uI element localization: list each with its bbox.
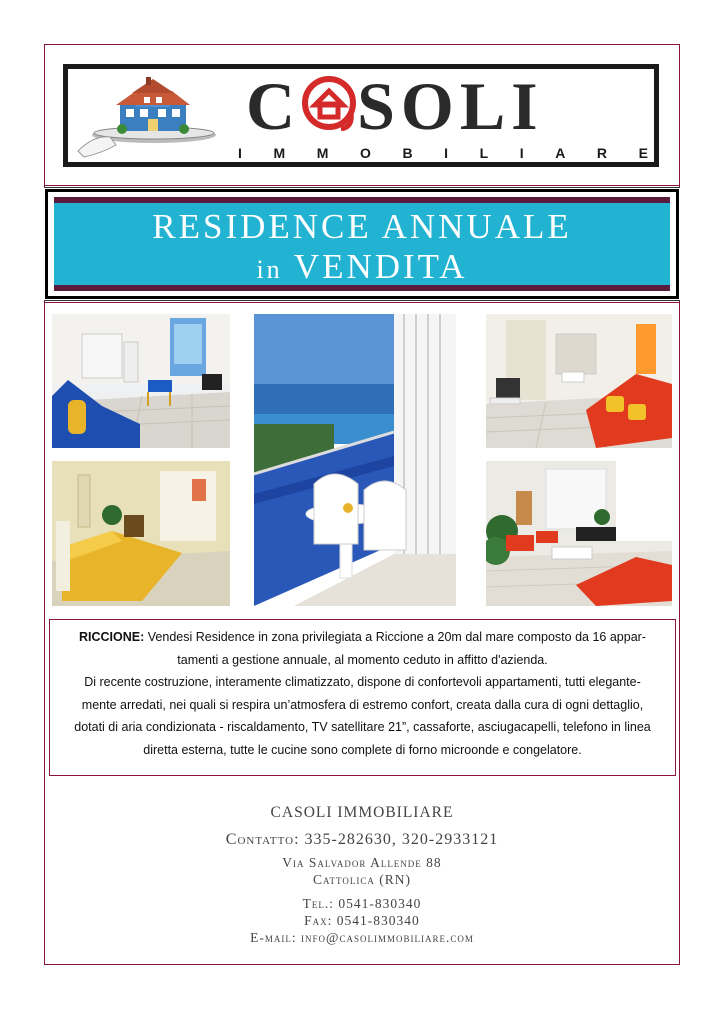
headline-line-1: RESIDENCE ANNUALE	[152, 207, 572, 246]
logo-subtitle: I M M O B I L I A R E	[238, 145, 648, 161]
photo-bedroom	[52, 461, 230, 606]
company-name: CASOLI IMMOBILIARE	[270, 804, 454, 821]
fax: Fax: 0541-830340	[304, 913, 420, 928]
description-line-3: Di recente costruzione, interamente climatizzato, dispone di confortevoli appartamenti, tutti elegante-	[84, 675, 641, 689]
description-line-4: mente arredati, nei quali si respira un’atmosfera di estremo confort, creata dalla cura di ogni dettaglio,	[81, 697, 644, 712]
email-link[interactable]: info@casolimmobiliare.com	[301, 930, 474, 945]
telephone: Tel.: 0541-830340	[302, 896, 422, 911]
divider-banner-bottom	[44, 302, 680, 303]
email: E-mail: info@casolimmobiliare.com	[250, 930, 474, 945]
divider-top	[44, 185, 680, 186]
description-line-1: RICCIONE: Vendesi Residence in zona privilegiata a Riccione a 20m dal mare composto da 16 appar-	[79, 630, 646, 644]
logo-letters-soli: SOLI	[357, 68, 544, 144]
city: Cattolica (RN)	[313, 872, 411, 887]
logo	[63, 64, 659, 167]
logo-wordmark	[246, 69, 544, 143]
headline-banner	[54, 197, 670, 291]
contact-phones: Contatto: 335-282630, 320-2933121	[225, 831, 499, 848]
street-address: Via Salvador Allende 88	[282, 855, 442, 870]
photo-balcony-sea-view	[254, 314, 456, 606]
description-line-5: dotati di aria condizionata - riscaldamento, TV satellitare 21”, cassaforte, asciugacapelli, telefono in linea	[74, 720, 651, 734]
photo-lobby	[486, 461, 672, 606]
house-on-tray-icon	[76, 73, 216, 159]
description-line-6: diretta esterna, tutte le cucine sono complete di forno microonde e congelatore.	[143, 742, 582, 757]
description-line-2: tamenti a gestione annuale, al momento ceduto in affitto d'azienda.	[177, 652, 548, 667]
photo-living-room-blue-sofa	[52, 314, 230, 448]
headline-line-2: in VENDITA	[256, 247, 468, 286]
logo-letter-c: C	[246, 68, 302, 144]
property-description	[49, 619, 676, 776]
photo-living-room-red-sofa	[486, 314, 672, 448]
location-label: RICCIONE:	[79, 630, 145, 644]
at-house-icon	[301, 75, 357, 131]
